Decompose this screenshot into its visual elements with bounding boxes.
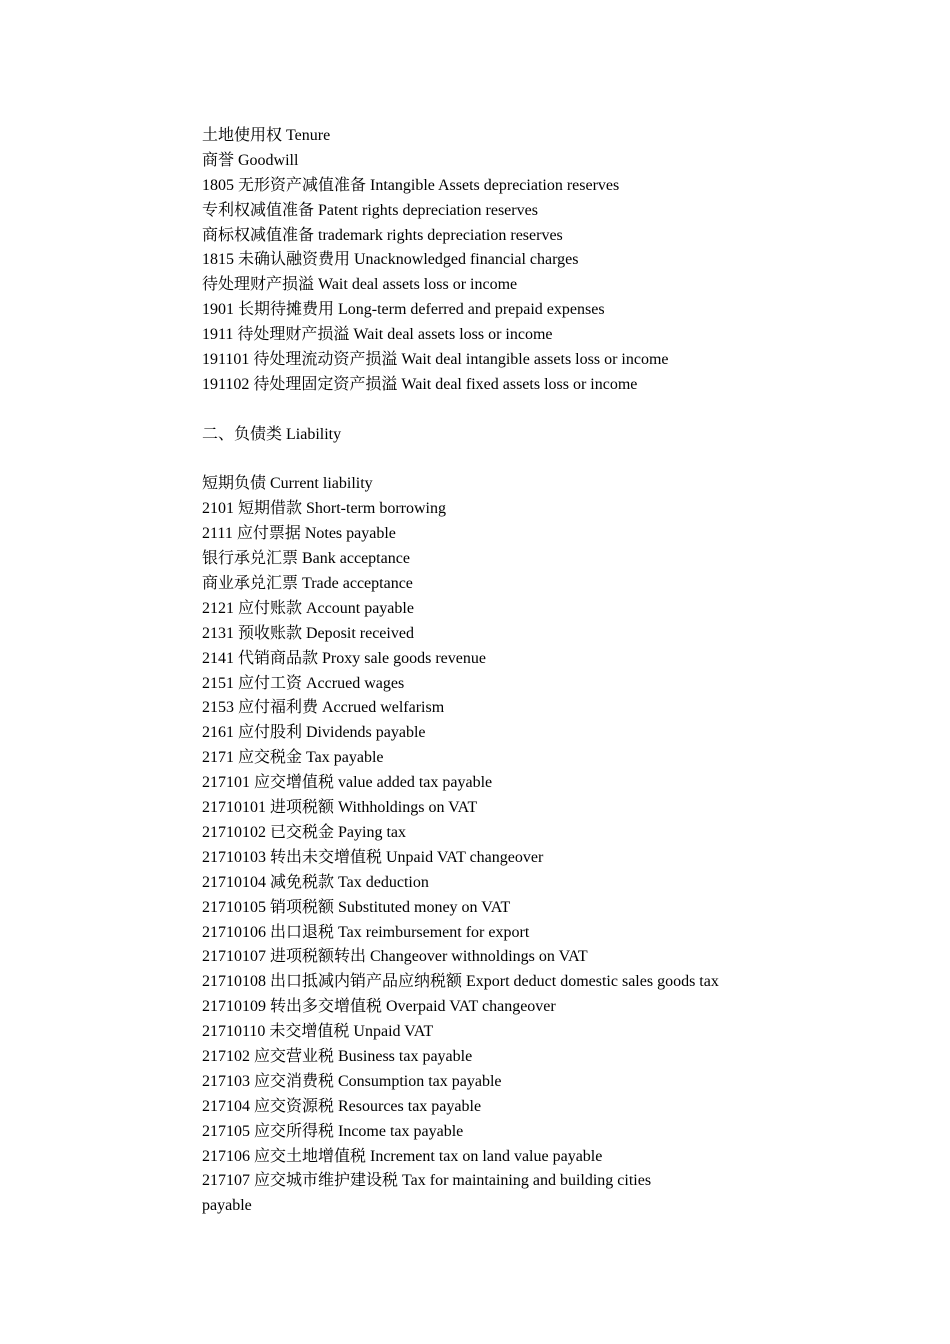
entry-line: 217101 应交增值税 value added tax payable — [202, 774, 493, 792]
entry-line: 商标权减值准备 trademark rights depreciation reserves — [202, 226, 563, 244]
document-page — [202, 124, 762, 1219]
entry-line: 21710107 进项税额转出 Changeover withnoldings on VAT — [202, 948, 588, 966]
entry-line: 2101 短期借款 Short-term borrowing — [202, 500, 446, 518]
entry-line: 1805 无形资产减值准备 Intangible Assets depreciation reserves — [202, 176, 620, 194]
entry-line: 217105 应交所得税 Income tax payable — [202, 1122, 464, 1140]
entry-line: 短期负债 Current liability — [202, 475, 373, 493]
entry-line: 2121 应付账款 Account payable — [202, 599, 414, 617]
entry-line: 2161 应付股利 Dividends payable — [202, 724, 426, 742]
entry-line: 1911 待处理财产损溢 Wait deal assets loss or income — [202, 326, 553, 344]
entry-line: 21710105 销项税额 Substituted money on VAT — [202, 898, 511, 916]
entry-line-continuation: payable — [202, 1197, 252, 1215]
entry-line: 191101 待处理流动资产损溢 Wait deal intangible assets loss or income — [202, 351, 669, 369]
asset-entries — [202, 124, 762, 398]
entry-line: 21710106 出口退税 Tax reimbursement for export — [202, 923, 530, 941]
entry-line: 2171 应交税金 Tax payable — [202, 749, 384, 767]
entry-line: 商誉 Goodwill — [202, 151, 299, 169]
entry-line: 21710104 减免税款 Tax deduction — [202, 873, 429, 891]
entry-line: 2151 应付工资 Accrued wages — [202, 674, 405, 692]
spacer — [202, 398, 762, 423]
entry-line: 1901 长期待摊费用 Long-term deferred and prepaid expenses — [202, 301, 605, 319]
entry-line: 191102 待处理固定资产损溢 Wait deal fixed assets loss or income — [202, 375, 638, 393]
entry-line: 2131 预收账款 Deposit received — [202, 624, 414, 642]
entry-line: 21710102 已交税金 Paying tax — [202, 823, 406, 841]
entry-line: 217103 应交消费税 Consumption tax payable — [202, 1072, 502, 1090]
section-heading: 二、负债类 Liability — [202, 425, 342, 443]
entry-line: 21710108 出口抵减内销产品应纳税额 Export deduct domestic sales goods tax — [202, 973, 719, 991]
spacer — [202, 448, 762, 473]
entry-line: 21710109 转出多交增值税 Overpaid VAT changeover — [202, 998, 556, 1016]
entry-line: 银行承兑汇票 Bank acceptance — [202, 550, 410, 568]
entry-line: 217106 应交土地增值税 Increment tax on land value payable — [202, 1147, 603, 1165]
entry-line: 1815 未确认融资费用 Unacknowledged financial charges — [202, 251, 579, 269]
entry-line: 2111 应付票据 Notes payable — [202, 525, 396, 543]
entry-line: 217102 应交营业税 Business tax payable — [202, 1047, 473, 1065]
entry-line: 土地使用权 Tenure — [202, 127, 331, 144]
entry-line: 商业承兑汇票 Trade acceptance — [202, 575, 413, 593]
entry-line: 2153 应付福利费 Accrued welfarism — [202, 699, 445, 717]
entry-line: 217107 应交城市维护建设税 Tax for maintaining and building cities — [202, 1172, 652, 1190]
liability-entries — [202, 472, 762, 1219]
entry-line: 217104 应交资源税 Resources tax payable — [202, 1097, 482, 1115]
entry-line: 21710101 进项税额 Withholdings on VAT — [202, 799, 478, 817]
entry-line: 21710103 转出未交增值税 Unpaid VAT changeover — [202, 848, 544, 866]
entry-line: 2141 代销商品款 Proxy sale goods revenue — [202, 649, 486, 667]
entry-line: 待处理财产损溢 Wait deal assets loss or income — [202, 276, 518, 294]
entry-line: 21710110 未交增值税 Unpaid VAT — [202, 1023, 434, 1041]
entry-line: 专利权减值准备 Patent rights depreciation reserves — [202, 201, 538, 219]
